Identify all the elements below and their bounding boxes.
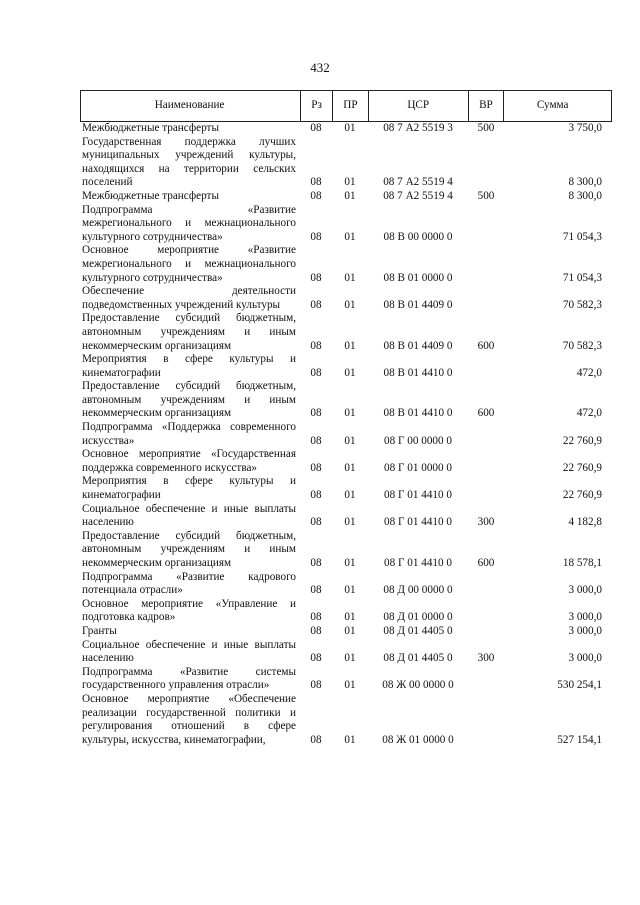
cell-pr: 01 [344, 489, 356, 502]
table-row [80, 625, 612, 639]
cell-rz: 08 [310, 611, 322, 624]
cell-name: Подпрограмма «Развитие межрегионального и межнационального культурного сотрудничества» [82, 203, 296, 243]
cell-name: Гранты [82, 624, 117, 637]
cell-csr: 08 В 00 0000 0 [383, 230, 453, 243]
table-row [80, 190, 612, 204]
page-number: 432 [310, 60, 330, 75]
table-row [80, 598, 612, 625]
table-row [80, 571, 612, 598]
table-row [80, 312, 612, 353]
cell-pr: 01 [344, 461, 356, 474]
header-pr: ПР [332, 91, 368, 121]
cell-sum: 8 300,0 [568, 189, 602, 202]
table-row [80, 503, 612, 530]
cell-name: Социальное обеспечение и иные выплаты населению [82, 638, 296, 665]
header-vr: ВР [468, 91, 504, 121]
cell-vr: 300 [477, 652, 495, 665]
cell-pr: 01 [344, 434, 356, 447]
cell-csr: 08 Д 00 0000 0 [383, 584, 453, 597]
cell-sum: 3 000,0 [568, 611, 602, 624]
cell-vr: 600 [477, 557, 495, 569]
cell-rz: 08 [310, 230, 322, 243]
cell-csr: 08 Г 01 0000 0 [384, 461, 452, 474]
cell-csr: 08 Д 01 4405 0 [383, 624, 453, 637]
cell-sum: 70 582,3 [562, 298, 602, 311]
cell-name: Социальное обеспечение и иные выплаты населению [82, 502, 296, 529]
cell-name: Межбюджетные трансферты [82, 122, 219, 134]
cell-sum: 18 578,1 [562, 557, 602, 569]
table-row [80, 421, 612, 448]
table-row [80, 693, 612, 747]
table-row [80, 122, 612, 136]
table-body [80, 122, 612, 747]
cell-pr: 01 [344, 516, 356, 529]
table-row [80, 448, 612, 475]
cell-rz: 08 [310, 679, 322, 692]
table-row [80, 666, 612, 693]
cell-pr: 01 [344, 733, 356, 746]
cell-name: Основное мероприятие «Развитие межрегионального и межнационального культурного сотрудничества» [82, 244, 296, 284]
cell-sum: 527 154,1 [557, 733, 602, 746]
cell-sum: 3 000,0 [568, 652, 602, 665]
cell-pr: 01 [344, 557, 356, 569]
cell-name: Основное мероприятие «Государственная поддержка современного искусства» [82, 448, 296, 474]
cell-pr: 01 [344, 176, 356, 189]
table-row [80, 244, 612, 285]
cell-vr: 600 [477, 407, 495, 420]
cell-pr: 01 [344, 189, 356, 202]
table-row [80, 639, 612, 666]
cell-csr: 08 Г 00 0000 0 [384, 434, 452, 447]
table-row [80, 285, 612, 312]
header-csr: ЦСР [368, 91, 468, 121]
table-row [80, 475, 612, 502]
cell-pr: 01 [344, 366, 356, 379]
cell-csr: 08 7 А2 5519 3 [383, 122, 453, 134]
cell-name: Обеспечение деятельности подведомственных учреждений культуры [82, 285, 296, 311]
cell-rz: 08 [310, 584, 322, 597]
cell-csr: 08 Ж 01 0000 0 [382, 733, 454, 746]
cell-name: Мероприятия в сфере культуры и кинематографии [82, 475, 296, 502]
cell-rz: 08 [310, 434, 322, 447]
cell-pr: 01 [344, 611, 356, 624]
cell-sum: 71 054,3 [562, 271, 602, 284]
cell-pr: 01 [344, 407, 356, 420]
table-header [80, 90, 612, 122]
cell-sum: 22 760,9 [562, 489, 602, 502]
cell-name: Предоставление субсидий бюджетным, автономным учреждениям и иным некоммерческим организациям [82, 529, 296, 569]
cell-vr: 600 [477, 339, 495, 352]
cell-sum: 22 760,9 [562, 434, 602, 447]
cell-pr: 01 [344, 339, 356, 352]
header-rz: Рз [300, 91, 332, 121]
cell-rz: 08 [310, 652, 322, 665]
cell-name: Подпрограмма «Развитие кадрового потенциала отрасли» [82, 570, 296, 597]
cell-name: Мероприятия в сфере культуры и кинематографии [82, 353, 296, 379]
cell-csr: 08 Ж 00 0000 0 [382, 679, 454, 692]
cell-sum: 3 000,0 [568, 584, 602, 597]
cell-pr: 01 [344, 584, 356, 597]
cell-csr: 08 В 01 0000 0 [383, 271, 453, 284]
table-row [80, 136, 612, 190]
cell-rz: 08 [310, 489, 322, 502]
cell-vr: 500 [477, 189, 495, 202]
cell-csr: 08 В 01 4410 0 [383, 407, 453, 420]
cell-pr: 01 [344, 652, 356, 665]
cell-csr: 08 В 01 4410 0 [383, 366, 453, 379]
cell-sum: 8 300,0 [568, 176, 602, 189]
cell-rz: 08 [310, 407, 322, 420]
cell-csr: 08 Д 01 4405 0 [383, 652, 453, 665]
cell-sum: 530 254,1 [557, 679, 602, 692]
cell-rz: 08 [310, 176, 322, 189]
cell-rz: 08 [310, 271, 322, 284]
cell-sum: 70 582,3 [562, 339, 602, 352]
cell-name: Государственная поддержка лучших муниципальных учреждений культуры, находящихся на территории сельских поселений [82, 135, 296, 189]
header-sum: Сумма [503, 91, 611, 121]
cell-csr: 08 Г 01 4410 0 [384, 489, 452, 502]
cell-pr: 01 [344, 298, 356, 311]
table-row [80, 204, 612, 245]
header-name: Наименование [154, 99, 225, 112]
cell-pr: 01 [344, 271, 356, 284]
cell-sum: 472,0 [576, 407, 602, 420]
cell-rz: 08 [310, 516, 322, 529]
cell-pr: 01 [344, 230, 356, 243]
cell-name: Подпрограмма «Поддержка современного искусства» [82, 421, 296, 447]
cell-rz: 08 [310, 189, 322, 202]
cell-rz: 08 [310, 557, 322, 569]
table-row [80, 380, 612, 421]
cell-csr: 08 В 01 4409 0 [383, 298, 453, 311]
cell-pr: 01 [344, 122, 356, 134]
cell-sum: 472,0 [576, 366, 602, 379]
cell-csr: 08 В 01 4409 0 [383, 339, 453, 352]
budget-table [80, 90, 612, 747]
cell-pr: 01 [344, 624, 356, 637]
cell-rz: 08 [310, 122, 322, 134]
cell-rz: 08 [310, 733, 322, 746]
cell-rz: 08 [310, 339, 322, 352]
cell-csr: 08 Д 01 0000 0 [383, 611, 453, 624]
table-row [80, 353, 612, 380]
cell-name: Предоставление субсидий бюджетным, автономным учреждениям и иным некоммерческим организациям [82, 380, 296, 420]
cell-sum: 4 182,8 [568, 516, 602, 529]
cell-rz: 08 [310, 624, 322, 637]
cell-csr: 08 Г 01 4410 0 [384, 516, 452, 529]
cell-name: Межбюджетные трансферты [82, 189, 219, 202]
cell-name: Основное мероприятие «Обеспечение реализации государственной политики и регулирования отношений в сфере культуры, искусства, кинематографии, [82, 692, 296, 746]
cell-sum: 3 000,0 [568, 624, 602, 637]
cell-name: Подпрограмма «Развитие системы государственного управления отрасли» [82, 665, 296, 692]
cell-vr: 300 [477, 516, 495, 529]
cell-rz: 08 [310, 298, 322, 311]
cell-rz: 08 [310, 366, 322, 379]
cell-csr: 08 7 А2 5519 4 [383, 176, 453, 189]
cell-sum: 3 750,0 [568, 122, 602, 134]
table-row [80, 530, 612, 571]
cell-csr: 08 7 А2 5519 4 [383, 189, 453, 202]
cell-sum: 71 054,3 [562, 230, 602, 243]
cell-sum: 22 760,9 [562, 461, 602, 474]
cell-pr: 01 [344, 679, 356, 692]
cell-name: Предоставление субсидий бюджетным, автономным учреждениям и иным некоммерческим организациям [82, 312, 296, 352]
cell-vr: 500 [477, 122, 495, 134]
cell-rz: 08 [310, 461, 322, 474]
cell-csr: 08 Г 01 4410 0 [384, 557, 452, 569]
cell-name: Основное мероприятие «Управление и подготовка кадров» [82, 597, 296, 624]
